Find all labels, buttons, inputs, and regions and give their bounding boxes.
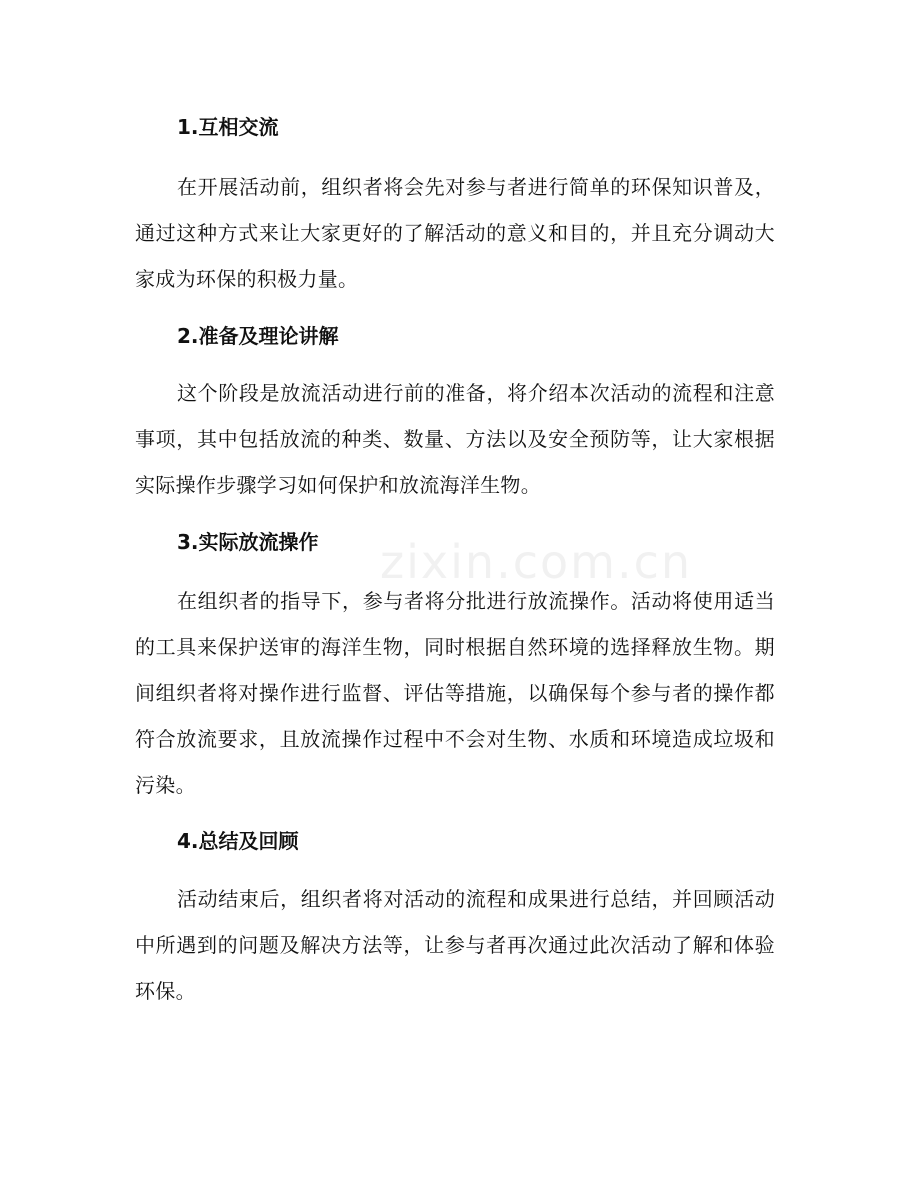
section-paragraph-4: 活动结束后，组织者将对活动的流程和成果进行总结，并回顾活动中所遇到的问题及解决方法等，让参与者再次通过此次活动了解和体验环保。 <box>135 887 775 1003</box>
section-heading-1: 1.互相交流 <box>177 115 279 139</box>
section-paragraph-1: 在开展活动前，组织者将会先对参与者进行简单的环保知识普及，通过这种方式来让大家更好的了解活动的意义和目的，并且充分调动大家成为环保的积极力量。 <box>135 175 775 291</box>
watermark: zixin.com.cn <box>380 535 693 589</box>
section-heading-2: 2.准备及理论讲解 <box>177 324 339 348</box>
section-heading-4: 4.总结及回顾 <box>177 829 299 853</box>
section-paragraph-3: 在组织者的指导下，参与者将分批进行放流操作。活动将使用适当的工具来保护送审的海洋生物，同时根据自然环境的选择释放生物。期间组织者将对操作进行监督、评估等措施，以确保每个参与者的操作都符合放流要求，且放流操作过程中不会对生物、水质和环境造成垃圾和污染。 <box>135 589 775 797</box>
document-body <box>135 104 775 1014</box>
section-paragraph-2: 这个阶段是放流活动进行前的准备，将介绍本次活动的流程和注意事项，其中包括放流的种类、数量、方法以及安全预防等，让大家根据实际操作步骤学习如何保护和放流海洋生物。 <box>135 381 775 497</box>
section-heading-3: 3.实际放流操作 <box>177 530 319 554</box>
